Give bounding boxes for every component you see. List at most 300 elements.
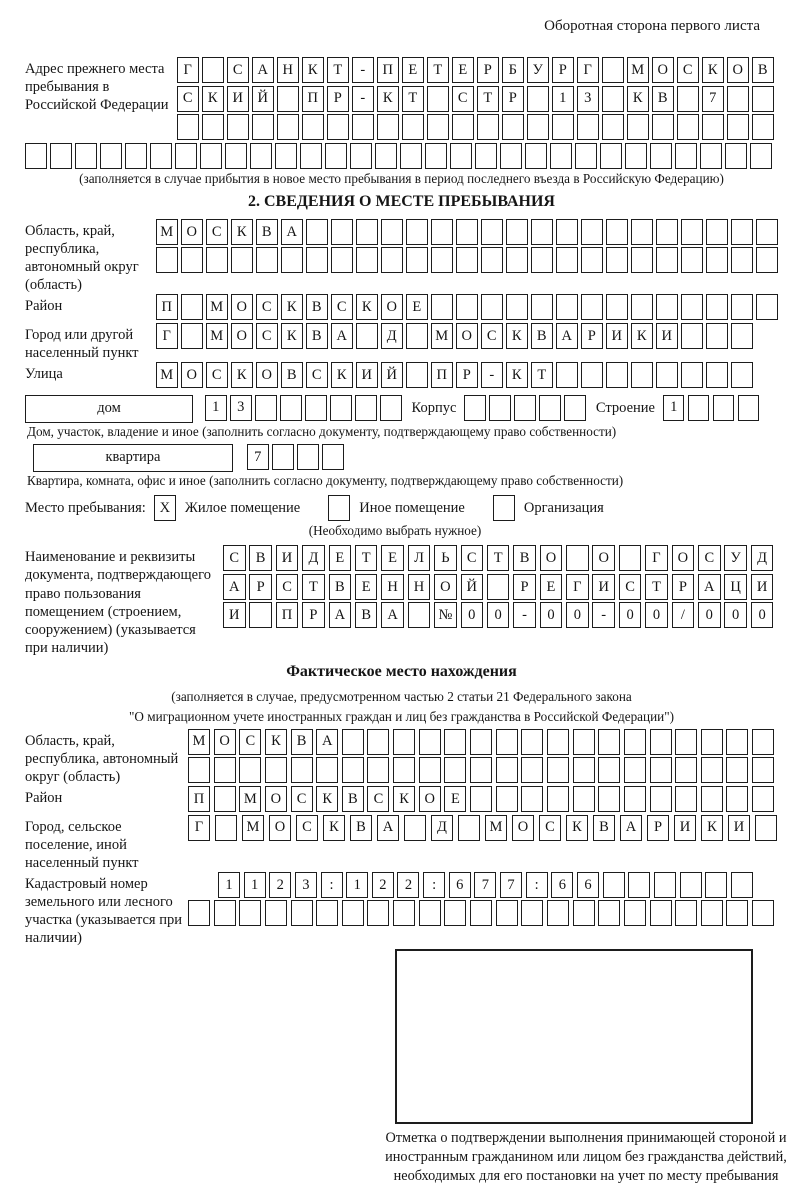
char-cell[interactable] (552, 114, 574, 140)
char-cell[interactable]: Т (327, 57, 349, 83)
char-cell[interactable] (756, 219, 778, 245)
char-cell[interactable]: К (281, 294, 303, 320)
char-cell[interactable] (181, 247, 203, 273)
char-cell[interactable]: М (485, 815, 507, 841)
char-cell[interactable] (200, 143, 222, 169)
char-cell[interactable] (731, 219, 753, 245)
char-cell[interactable]: М (188, 729, 210, 755)
char-cell[interactable]: 0 (566, 602, 589, 628)
char-cell[interactable] (600, 143, 622, 169)
char-cell[interactable]: К (323, 815, 345, 841)
char-cell[interactable]: С (367, 786, 389, 812)
char-cell[interactable] (701, 900, 723, 926)
char-cell[interactable] (681, 362, 703, 388)
char-cell[interactable]: С (223, 545, 246, 571)
char-cell[interactable] (327, 114, 349, 140)
char-cell[interactable] (726, 900, 748, 926)
char-cell[interactable]: 1 (218, 872, 240, 898)
char-cell[interactable] (598, 729, 620, 755)
char-cell[interactable] (654, 872, 676, 898)
char-cell[interactable]: С (331, 294, 353, 320)
char-cell[interactable]: У (724, 545, 747, 571)
char-cell[interactable] (481, 294, 503, 320)
char-cell[interactable] (700, 143, 722, 169)
char-cell[interactable] (675, 900, 697, 926)
char-cell[interactable] (706, 294, 728, 320)
char-cell[interactable]: 1 (346, 872, 368, 898)
char-cell[interactable] (408, 602, 431, 628)
char-cell[interactable] (256, 247, 278, 273)
char-cell[interactable] (556, 294, 578, 320)
char-cell[interactable]: Н (381, 574, 404, 600)
char-cell[interactable] (598, 757, 620, 783)
char-cell[interactable] (681, 323, 703, 349)
char-cell[interactable] (598, 786, 620, 812)
char-cell[interactable]: Т (427, 57, 449, 83)
char-cell[interactable] (380, 395, 402, 421)
char-cell[interactable] (225, 143, 247, 169)
char-cell[interactable]: 1 (663, 395, 685, 421)
char-cell[interactable] (602, 57, 624, 83)
char-cell[interactable] (355, 395, 377, 421)
char-cell[interactable]: П (276, 602, 299, 628)
char-cell[interactable]: К (627, 86, 649, 112)
char-cell[interactable]: 1 (205, 395, 227, 421)
char-cell[interactable]: К (377, 86, 399, 112)
char-cell[interactable]: Г (645, 545, 668, 571)
char-cell[interactable] (581, 362, 603, 388)
char-cell[interactable] (752, 786, 774, 812)
char-cell[interactable] (573, 757, 595, 783)
char-cell[interactable]: О (214, 729, 236, 755)
char-cell[interactable] (713, 395, 735, 421)
char-cell[interactable]: К (702, 57, 724, 83)
char-cell[interactable] (650, 143, 672, 169)
char-cell[interactable] (393, 757, 415, 783)
char-cell[interactable]: - (513, 602, 536, 628)
char-cell[interactable] (356, 247, 378, 273)
char-cell[interactable] (506, 247, 528, 273)
char-cell[interactable] (367, 757, 389, 783)
char-cell[interactable]: К (231, 362, 253, 388)
char-cell[interactable]: 3 (295, 872, 317, 898)
char-cell[interactable] (227, 114, 249, 140)
char-cell[interactable] (177, 114, 199, 140)
char-cell[interactable] (456, 247, 478, 273)
char-cell[interactable]: А (331, 323, 353, 349)
char-cell[interactable] (631, 247, 653, 273)
char-cell[interactable]: 3 (577, 86, 599, 112)
char-cell[interactable] (306, 247, 328, 273)
char-cell[interactable] (677, 114, 699, 140)
char-cell[interactable]: 7 (702, 86, 724, 112)
char-cell[interactable] (547, 729, 569, 755)
char-cell[interactable] (606, 219, 628, 245)
char-cell[interactable]: О (256, 362, 278, 388)
char-cell[interactable] (602, 114, 624, 140)
char-cell[interactable]: К (202, 86, 224, 112)
char-cell[interactable]: К (316, 786, 338, 812)
char-cell[interactable] (627, 114, 649, 140)
char-cell[interactable] (521, 786, 543, 812)
char-cell[interactable] (631, 294, 653, 320)
char-cell[interactable] (628, 872, 650, 898)
char-cell[interactable] (675, 143, 697, 169)
char-cell[interactable] (624, 786, 646, 812)
char-cell[interactable] (500, 143, 522, 169)
char-cell[interactable] (275, 143, 297, 169)
char-cell[interactable]: 2 (397, 872, 419, 898)
char-cell[interactable] (356, 219, 378, 245)
char-cell[interactable] (652, 114, 674, 140)
char-cell[interactable]: 7 (500, 872, 522, 898)
char-cell[interactable]: С (177, 86, 199, 112)
char-cell[interactable] (750, 143, 772, 169)
char-cell[interactable]: И (227, 86, 249, 112)
char-cell[interactable] (470, 786, 492, 812)
char-cell[interactable]: С (239, 729, 261, 755)
char-cell[interactable] (481, 219, 503, 245)
char-cell[interactable]: 7 (474, 872, 496, 898)
char-cell[interactable]: 1 (552, 86, 574, 112)
char-cell[interactable] (527, 86, 549, 112)
char-cell[interactable]: С (227, 57, 249, 83)
char-cell[interactable] (489, 395, 511, 421)
char-cell[interactable] (300, 143, 322, 169)
char-cell[interactable] (352, 114, 374, 140)
char-cell[interactable] (550, 143, 572, 169)
char-cell[interactable] (706, 362, 728, 388)
char-cell[interactable] (427, 114, 449, 140)
char-cell[interactable] (297, 444, 319, 470)
char-cell[interactable]: № (434, 602, 457, 628)
char-cell[interactable]: В (752, 57, 774, 83)
char-cell[interactable]: Р (249, 574, 272, 600)
char-cell[interactable] (725, 143, 747, 169)
char-cell[interactable] (202, 114, 224, 140)
char-cell[interactable] (425, 143, 447, 169)
char-cell[interactable]: Е (540, 574, 563, 600)
char-cell[interactable] (624, 757, 646, 783)
char-cell[interactable] (400, 143, 422, 169)
char-cell[interactable] (444, 729, 466, 755)
char-cell[interactable]: Р (552, 57, 574, 83)
char-cell[interactable]: Е (402, 57, 424, 83)
char-cell[interactable] (456, 294, 478, 320)
char-cell[interactable] (731, 362, 753, 388)
char-cell[interactable] (419, 900, 441, 926)
char-cell[interactable] (675, 729, 697, 755)
char-cell[interactable] (756, 247, 778, 273)
char-cell[interactable] (470, 757, 492, 783)
char-cell[interactable] (277, 86, 299, 112)
char-cell[interactable]: М (239, 786, 261, 812)
char-cell[interactable]: И (606, 323, 628, 349)
char-cell[interactable] (381, 247, 403, 273)
char-cell[interactable]: 6 (577, 872, 599, 898)
char-cell[interactable] (726, 729, 748, 755)
char-cell[interactable]: П (377, 57, 399, 83)
char-cell[interactable]: О (419, 786, 441, 812)
char-cell[interactable] (125, 143, 147, 169)
char-cell[interactable]: К (506, 323, 528, 349)
char-cell[interactable]: Р (477, 57, 499, 83)
char-cell[interactable] (342, 757, 364, 783)
char-cell[interactable]: К (566, 815, 588, 841)
char-cell[interactable] (406, 219, 428, 245)
char-cell[interactable]: А (556, 323, 578, 349)
char-cell[interactable]: С (296, 815, 318, 841)
char-cell[interactable] (624, 900, 646, 926)
char-cell[interactable] (50, 143, 72, 169)
char-cell[interactable]: Й (461, 574, 484, 600)
char-cell[interactable]: К (393, 786, 415, 812)
char-cell[interactable] (573, 900, 595, 926)
char-cell[interactable] (531, 247, 553, 273)
char-cell[interactable] (406, 323, 428, 349)
char-cell[interactable]: Е (452, 57, 474, 83)
char-cell[interactable]: С (461, 545, 484, 571)
char-cell[interactable] (702, 114, 724, 140)
char-cell[interactable] (619, 545, 642, 571)
char-cell[interactable]: 0 (645, 602, 668, 628)
char-cell[interactable]: Д (751, 545, 774, 571)
char-cell[interactable] (650, 786, 672, 812)
char-cell[interactable] (239, 757, 261, 783)
char-cell[interactable] (731, 323, 753, 349)
char-cell[interactable]: К (302, 57, 324, 83)
char-cell[interactable]: И (656, 323, 678, 349)
char-cell[interactable]: Т (487, 545, 510, 571)
char-cell[interactable]: И (356, 362, 378, 388)
char-cell[interactable] (531, 219, 553, 245)
char-cell[interactable]: Т (302, 574, 325, 600)
char-cell[interactable]: Ь (434, 545, 457, 571)
char-cell[interactable] (547, 786, 569, 812)
char-cell[interactable] (75, 143, 97, 169)
char-cell[interactable] (731, 872, 753, 898)
char-cell[interactable]: С (291, 786, 313, 812)
char-cell[interactable]: Д (381, 323, 403, 349)
char-cell[interactable] (188, 757, 210, 783)
char-cell[interactable] (656, 362, 678, 388)
char-cell[interactable]: 2 (372, 872, 394, 898)
char-cell[interactable] (342, 900, 364, 926)
char-cell[interactable]: Ц (724, 574, 747, 600)
char-cell[interactable]: Д (431, 815, 453, 841)
char-cell[interactable] (521, 729, 543, 755)
char-cell[interactable] (330, 395, 352, 421)
char-cell[interactable]: 0 (540, 602, 563, 628)
char-cell[interactable] (239, 900, 261, 926)
char-cell[interactable] (291, 757, 313, 783)
char-cell[interactable]: М (431, 323, 453, 349)
char-cell[interactable] (581, 294, 603, 320)
char-cell[interactable]: 3 (230, 395, 252, 421)
char-cell[interactable] (406, 247, 428, 273)
char-cell[interactable] (521, 757, 543, 783)
char-cell[interactable] (496, 757, 518, 783)
char-cell[interactable]: В (249, 545, 272, 571)
char-cell[interactable] (291, 900, 313, 926)
char-cell[interactable]: А (620, 815, 642, 841)
char-cell[interactable] (444, 900, 466, 926)
char-cell[interactable] (606, 247, 628, 273)
char-cell[interactable]: М (156, 362, 178, 388)
char-cell[interactable] (419, 757, 441, 783)
char-cell[interactable] (456, 219, 478, 245)
char-cell[interactable]: 1 (244, 872, 266, 898)
char-cell[interactable]: О (381, 294, 403, 320)
char-cell[interactable] (367, 729, 389, 755)
char-cell[interactable] (316, 757, 338, 783)
char-cell[interactable] (502, 114, 524, 140)
char-cell[interactable]: Т (355, 545, 378, 571)
char-cell[interactable]: Р (456, 362, 478, 388)
char-cell[interactable]: Т (477, 86, 499, 112)
char-cell[interactable]: П (156, 294, 178, 320)
char-cell[interactable]: Г (566, 574, 589, 600)
char-cell[interactable] (470, 729, 492, 755)
char-cell[interactable] (277, 114, 299, 140)
char-cell[interactable]: К (281, 323, 303, 349)
char-cell[interactable]: В (306, 323, 328, 349)
char-cell[interactable]: К (231, 219, 253, 245)
char-cell[interactable]: С (677, 57, 699, 83)
char-cell[interactable]: Т (402, 86, 424, 112)
char-cell[interactable] (631, 219, 653, 245)
char-cell[interactable]: Г (188, 815, 210, 841)
char-cell[interactable]: 2 (269, 872, 291, 898)
char-cell[interactable]: А (252, 57, 274, 83)
char-cell[interactable]: О (672, 545, 695, 571)
char-cell[interactable]: С (256, 294, 278, 320)
char-cell[interactable]: И (674, 815, 696, 841)
char-cell[interactable] (431, 219, 453, 245)
char-cell[interactable]: Е (444, 786, 466, 812)
char-cell[interactable] (431, 247, 453, 273)
char-cell[interactable]: С (306, 362, 328, 388)
char-cell[interactable]: В (350, 815, 372, 841)
char-cell[interactable]: Н (408, 574, 431, 600)
char-cell[interactable]: П (431, 362, 453, 388)
char-cell[interactable] (624, 729, 646, 755)
char-cell[interactable] (656, 294, 678, 320)
char-cell[interactable]: - (352, 57, 374, 83)
char-cell[interactable] (475, 143, 497, 169)
char-cell[interactable] (650, 729, 672, 755)
char-cell[interactable] (581, 219, 603, 245)
char-cell[interactable] (556, 247, 578, 273)
char-cell[interactable]: В (355, 602, 378, 628)
char-cell[interactable] (726, 757, 748, 783)
char-cell[interactable]: 0 (698, 602, 721, 628)
char-cell[interactable]: П (188, 786, 210, 812)
char-cell[interactable]: В (342, 786, 364, 812)
char-cell[interactable]: А (316, 729, 338, 755)
char-cell[interactable]: Д (302, 545, 325, 571)
char-cell[interactable] (331, 219, 353, 245)
char-cell[interactable]: Л (408, 545, 431, 571)
char-cell[interactable] (573, 729, 595, 755)
char-cell[interactable]: 6 (449, 872, 471, 898)
char-cell[interactable]: Е (355, 574, 378, 600)
char-cell[interactable]: Н (277, 57, 299, 83)
char-cell[interactable]: С (452, 86, 474, 112)
char-cell[interactable]: О (265, 786, 287, 812)
char-cell[interactable]: П (302, 86, 324, 112)
char-cell[interactable] (100, 143, 122, 169)
char-cell[interactable]: Й (252, 86, 274, 112)
char-cell[interactable]: К (701, 815, 723, 841)
char-cell[interactable] (214, 786, 236, 812)
char-cell[interactable]: О (540, 545, 563, 571)
char-cell[interactable]: Г (156, 323, 178, 349)
char-cell[interactable] (556, 219, 578, 245)
char-cell[interactable] (656, 219, 678, 245)
char-cell[interactable]: М (156, 219, 178, 245)
char-cell[interactable] (738, 395, 760, 421)
char-cell[interactable] (547, 900, 569, 926)
char-cell[interactable]: Т (531, 362, 553, 388)
char-cell[interactable] (450, 143, 472, 169)
char-cell[interactable]: К (506, 362, 528, 388)
char-cell[interactable] (419, 729, 441, 755)
char-cell[interactable]: В (593, 815, 615, 841)
char-cell[interactable]: С (256, 323, 278, 349)
char-cell[interactable] (752, 900, 774, 926)
char-cell[interactable] (331, 247, 353, 273)
char-cell[interactable] (727, 114, 749, 140)
char-cell[interactable]: М (242, 815, 264, 841)
char-cell[interactable]: И (728, 815, 750, 841)
char-cell[interactable] (322, 444, 344, 470)
checkbox-residential[interactable]: X (154, 495, 176, 521)
char-cell[interactable]: Е (406, 294, 428, 320)
char-cell[interactable] (603, 872, 625, 898)
char-cell[interactable] (431, 294, 453, 320)
char-cell[interactable] (206, 247, 228, 273)
char-cell[interactable]: К (265, 729, 287, 755)
char-cell[interactable] (525, 143, 547, 169)
char-cell[interactable] (281, 247, 303, 273)
char-cell[interactable] (481, 247, 503, 273)
char-cell[interactable] (175, 143, 197, 169)
char-cell[interactable]: 0 (751, 602, 774, 628)
char-cell[interactable] (250, 143, 272, 169)
char-cell[interactable]: Р (302, 602, 325, 628)
char-cell[interactable] (452, 114, 474, 140)
char-cell[interactable] (752, 86, 774, 112)
char-cell[interactable] (606, 362, 628, 388)
char-cell[interactable]: - (481, 362, 503, 388)
char-cell[interactable]: А (381, 602, 404, 628)
char-cell[interactable]: О (269, 815, 291, 841)
char-cell[interactable] (705, 872, 727, 898)
char-cell[interactable]: О (727, 57, 749, 83)
char-cell[interactable] (214, 757, 236, 783)
char-cell[interactable]: М (206, 294, 228, 320)
char-cell[interactable] (727, 86, 749, 112)
char-cell[interactable] (752, 729, 774, 755)
char-cell[interactable]: Р (672, 574, 695, 600)
char-cell[interactable] (688, 395, 710, 421)
char-cell[interactable]: А (377, 815, 399, 841)
char-cell[interactable] (202, 57, 224, 83)
char-cell[interactable] (393, 729, 415, 755)
char-cell[interactable]: О (592, 545, 615, 571)
char-cell[interactable] (602, 86, 624, 112)
